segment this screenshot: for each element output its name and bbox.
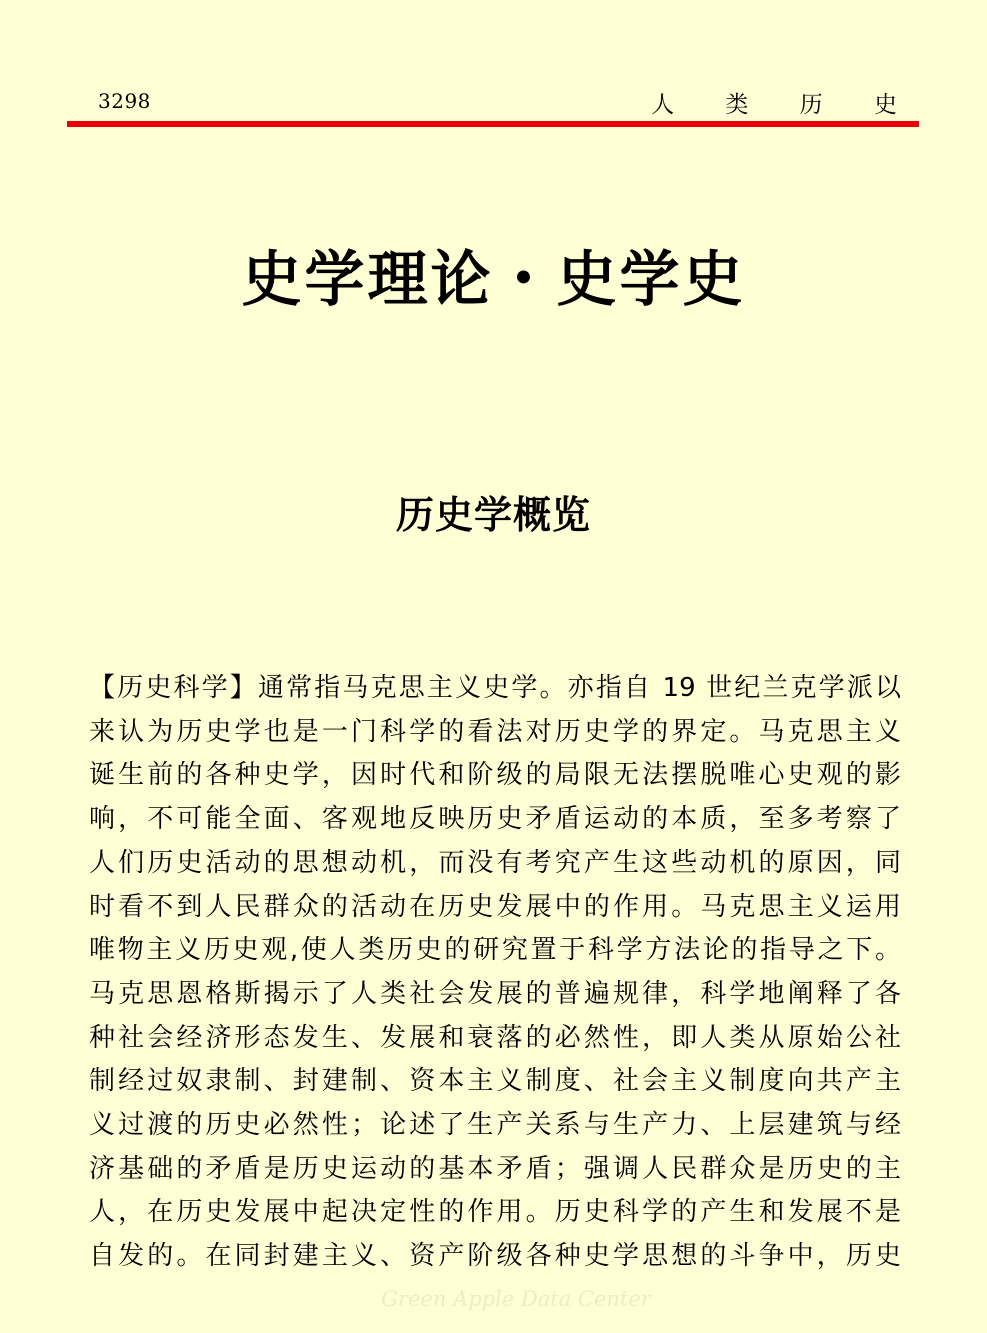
body-line: 时看不到人民群众的活动在历史发展中的作用。马克思主义运用 [89,891,901,922]
body-line: 响，不可能全面、客观地反映历史矛盾运动的本质，至多考察了 [89,804,901,835]
section-title: 史学理论・史学史 [241,245,746,315]
body-line: 人，在历史发展中起决定性的作用。历史科学的产生和发展不是 [89,1197,901,1228]
body-line: 自发的。在同封建主义、资产阶级各种史学思想的斗争中，历史 [89,1241,901,1272]
body-line: 唯物主义历史观,使人类历史的研究置于科学方法论的指导之下。 [89,935,901,966]
body-line: 义过渡的历史必然性；论述了生产关系与生产力、上层建筑与经 [89,1110,901,1141]
article-title: 历史学概览 [395,493,591,537]
running-head: 人 类 历 史 [651,92,919,118]
body-line: 诞生前的各种史学，因时代和阶级的局限无法摆脱唯心史观的影 [89,760,901,791]
body-line: 来认为历史学也是一门科学的看法对历史学的界定。马克思主义 [89,716,901,747]
watermark: Green Apple Data Center [381,1287,651,1311]
body-line: 【历史科学】通常指马克思主义史学。亦指自 19 世纪兰克学派以 [89,673,901,703]
body-line: 制经过奴隶制、封建制、资本主义制度、社会主义制度向共产主 [89,1066,901,1097]
header-rule [67,121,919,127]
body-line: 济基础的矛盾是历史运动的基本矛盾；强调人民群众是历史的主 [89,1153,901,1184]
body-text [89,667,901,1279]
body-line: 人们历史活动的思想动机，而没有考究产生这些动机的原因，同 [89,847,901,878]
page-number: 3298 [98,89,151,113]
body-line: 种社会经济形态发生、发展和衰落的必然性，即人类从原始公社 [89,1022,901,1053]
body-line: 马克思恩格斯揭示了人类社会发展的普遍规律，科学地阐释了各 [89,978,901,1009]
